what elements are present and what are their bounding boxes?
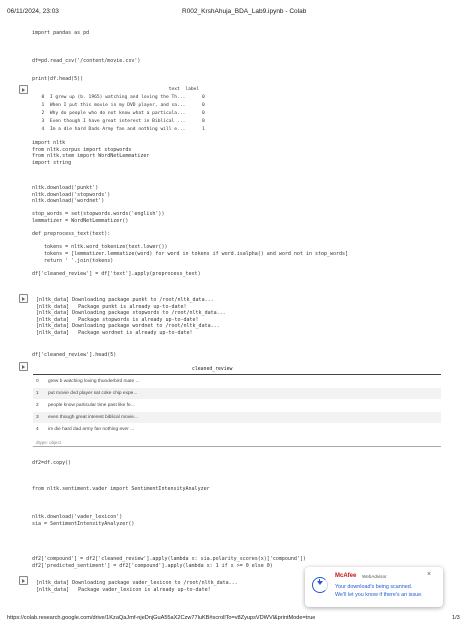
code-cell-nltk-imports[interactable]: import nltk from nltk.corpus import stopwords from nltk.stem import WordNetLemmatizer import string xyxy=(32,140,150,166)
download-progress-icon xyxy=(312,577,328,593)
table-row: 0 I grew up (b. 1965) watching and loving the Th... 0 xyxy=(36,95,205,100)
table-row: 1 When I put this movie in my DVD player, and sa... 0 xyxy=(36,103,205,108)
nltk-download-output: [nltk_data] Downloading package punkt to /root/nltk_data... [nltk_data] Package punkt is already up-to-date! [nltk_data] Downloading package stopwords to /root/nltk_data... [nltk_data] Package stopwords is already up-to-date! [nltk_data] Downloading package wordnet to /root/nltk_data... [nltk_data] Package wordnet is already up-to-date! xyxy=(36,297,226,336)
close-icon[interactable]: × xyxy=(427,571,432,578)
code-cell-read-csv[interactable]: df=pd.read_csv('/content/movie.csv') xyxy=(32,58,141,64)
table-row xyxy=(33,424,441,435)
row-text: put movie dvd player sat coke chip expe... xyxy=(48,391,138,396)
row-text: grew b watching loving thunderbird mate ... xyxy=(48,379,140,384)
toast-message-line2: We'll let you know if there's an issue. xyxy=(335,592,423,598)
code-cell-head-cleaned[interactable]: df['cleaned_review'].head(5) xyxy=(32,352,117,358)
column-header: cleaned_review xyxy=(192,367,233,372)
code-cell-vader-import[interactable]: from nltk.sentiment.vader import SentimentIntensityAnalyzer xyxy=(32,486,210,492)
page-url: https://colab.research.google.com/drive/1KzaQaJmf-njeDnjGuA55aX2Czw77luKB#scrollTo=v8ZyupsVDWVl&printMode=true xyxy=(7,615,316,621)
row-text: people know particular time past like fe... xyxy=(48,403,135,408)
header-divider xyxy=(33,374,441,375)
table-row: 4 Im a die hard Dads Army fan and nothing will e... 1 xyxy=(36,127,205,132)
table-row xyxy=(33,376,441,387)
table-row xyxy=(33,412,441,423)
output-toggle-icon[interactable] xyxy=(19,294,28,303)
table-row: 2 Why do people who do not know what a particula... 0 xyxy=(36,111,205,116)
code-cell-compound[interactable]: df2['compound'] = df2['cleaned_review'].apply(lambda x: sia.polarity_scores(x)['compound']) df2['predicted_sentiment'] = df2['compound'].apply(lambda x: 1 if x >= 0 else 0) xyxy=(32,556,306,569)
row-index: 0 xyxy=(36,379,39,384)
table-row xyxy=(33,388,441,399)
row-text: im die hard dad army fan nothing ever ... xyxy=(48,427,135,432)
code-cell-vader-download[interactable]: nltk.download('vader_lexicon') sia = SentimentIntensityAnalyzer() xyxy=(32,514,135,527)
table-row xyxy=(33,400,441,411)
vader-download-output: [nltk_data] Downloading package vader_lexicon to /root/nltk_data... [nltk_data] Package vader_lexicon is already up-to-date! xyxy=(36,580,238,593)
download-scan-toast[interactable] xyxy=(305,567,443,607)
row-text: even though great interest biblical movie... xyxy=(48,415,138,420)
output-toggle-icon[interactable] xyxy=(19,362,28,371)
output-toggle-icon[interactable] xyxy=(19,576,28,585)
row-index: 1 xyxy=(36,391,39,396)
code-cell-copy[interactable]: df2=df.copy() xyxy=(32,460,72,466)
toast-message-line1: Your download's being scanned. xyxy=(335,584,413,590)
code-cell-print-head[interactable]: print(df.head(5)) xyxy=(32,76,84,82)
print-datetime: 06/11/2024, 23:03 xyxy=(7,8,59,15)
code-cell-import-pandas[interactable]: import pandas as pd xyxy=(32,30,90,36)
code-cell-preprocess[interactable]: nltk.download('punkt') nltk.download('stopwords') nltk.download('wordnet') stop_words = set(stopwords.words('english')) lemmatizer = WordNetLemmatizer() def preprocess_text(text): tokens = nltk.word_tokenize(text.lower()) tokens = [lemmatizer.lemmatize(word) for word in tokens if word.isalpha() and word not in stop_words] return ' '.join(tokens) df['cleaned_review'] = df['text'].apply(preprocess_text) xyxy=(32,185,349,277)
row-index: 2 xyxy=(36,403,39,408)
mcafee-logo: McAfee xyxy=(335,573,357,579)
output-toggle-icon[interactable] xyxy=(19,85,28,94)
table-row: 3 Even though I have great interest in Biblical ... 0 xyxy=(36,119,205,124)
page-number: 1/3 xyxy=(452,615,460,621)
page-title: R002_KrshAhuja_BDA_Lab9.ipynb - Colab xyxy=(182,8,307,15)
download-arrow-icon xyxy=(317,581,323,585)
row-index: 3 xyxy=(36,415,39,420)
row-index: 4 xyxy=(36,427,39,432)
table-row: text label xyxy=(36,87,200,92)
webadvisor-label: WebAdvisor xyxy=(362,574,387,579)
table-bottom-border xyxy=(33,446,441,447)
dtype-label: dtype: object xyxy=(36,440,61,445)
